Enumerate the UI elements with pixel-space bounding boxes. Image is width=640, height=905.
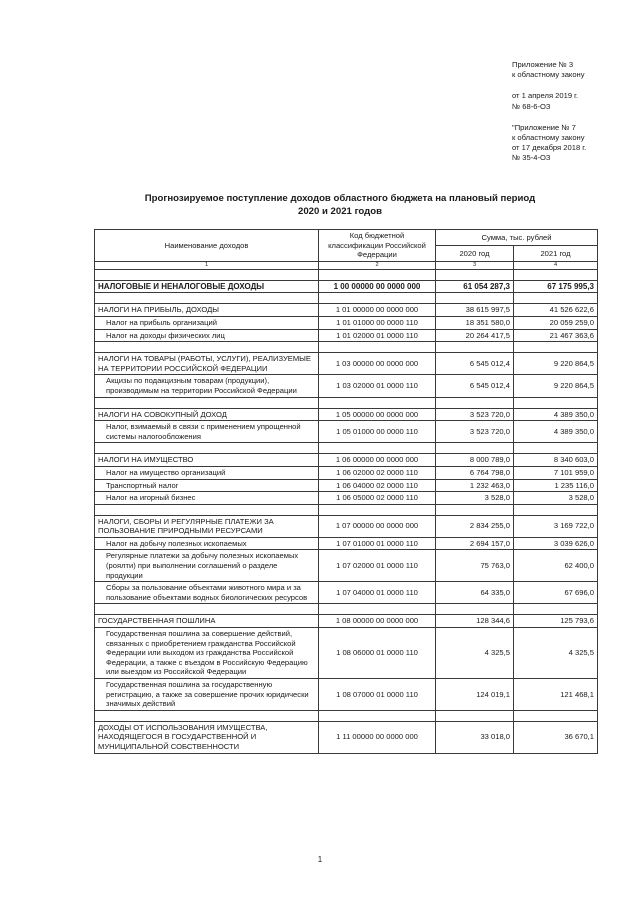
spacer-cell (514, 293, 598, 304)
appendix-line: Приложение № 3 (512, 60, 574, 69)
title-line-2: 2020 и 2021 годов (297, 205, 383, 217)
appendix-line: к областному закону (512, 70, 585, 80)
row-value-2020: 1 232 463,0 (436, 479, 514, 492)
row-value-2020: 75 763,0 (436, 550, 514, 582)
spacer-cell (95, 293, 319, 304)
spacer-cell (95, 397, 319, 408)
row-value-2020: 61 054 287,3 (436, 280, 514, 293)
table-row (95, 550, 598, 582)
row-value-2020: 33 018,0 (436, 721, 514, 753)
row-name: НАЛОГИ НА СОВОКУПНЫЙ ДОХОД (95, 408, 319, 421)
row-code: 1 11 00000 00 0000 000 (319, 721, 436, 753)
row-value-2020: 38 615 997,5 (436, 304, 514, 317)
header-2020: 2020 год (436, 245, 514, 261)
spacer-cell (95, 604, 319, 615)
table-row (95, 454, 598, 467)
row-code: 1 06 05000 02 0000 110 (319, 492, 436, 505)
row-code: 1 06 02000 02 0000 110 (319, 466, 436, 479)
row-code: 1 01 02000 01 0000 110 (319, 329, 436, 342)
appendix-line: от 17 декабря 2018 г. (512, 143, 587, 153)
spacer-cell (514, 443, 598, 454)
row-code: 1 00 00000 00 0000 000 (319, 280, 436, 293)
row-value-2020: 8 000 789,0 (436, 454, 514, 467)
row-code: 1 08 06000 01 0000 110 (319, 628, 436, 679)
spacer-cell (319, 443, 436, 454)
table-row (95, 628, 598, 679)
row-code: 1 08 00000 00 0000 000 (319, 615, 436, 628)
spacer-cell (319, 342, 436, 353)
row-code: 1 05 00000 00 0000 000 (319, 408, 436, 421)
row-value-2021: 1 235 116,0 (514, 479, 598, 492)
row-value-2021: 41 526 622,6 (514, 304, 598, 317)
table-row (95, 721, 598, 753)
appendix-line: № 68-6-ОЗ (512, 101, 551, 111)
row-value-2020: 3 523 720,0 (436, 421, 514, 443)
header-2021: 2021 год (514, 245, 598, 261)
row-name: Акцизы по подакцизным товарам (продукции), производимым на территории Российской Федерации (95, 375, 319, 397)
spacer-row (95, 293, 598, 304)
spacer-cell (319, 269, 436, 280)
row-value-2020: 18 351 580,0 (436, 316, 514, 329)
row-code: 1 07 00000 00 0000 000 (319, 515, 436, 537)
row-value-2021: 4 389 350,0 (514, 421, 598, 443)
column-number: 3 (436, 261, 514, 269)
table-row (95, 492, 598, 505)
row-name: Налог, взимаемый в связи с применением упрощенной системы налогообложения (95, 421, 319, 443)
row-value-2020: 20 264 417,5 (436, 329, 514, 342)
appendix-line: "Приложение № 7 (512, 122, 576, 132)
row-name: Сборы за пользование объектами животного мира и за пользование объектами водных биологических ресурсов (95, 582, 319, 604)
row-name: Государственная пошлина за совершение действий, связанных с приобретением гражданства Российской Федерации или выходом из гражданства Российской Федерации, а также с въездом в Российскую Федерацию или выездом из Российской Федерации (95, 628, 319, 679)
spacer-cell (95, 269, 319, 280)
table-row (95, 515, 598, 537)
spacer-cell (95, 710, 319, 721)
spacer-cell (436, 269, 514, 280)
table-row (95, 537, 598, 550)
appendix-line: к областному закону (512, 133, 585, 143)
row-code: 1 08 07000 01 0000 110 (319, 679, 436, 711)
row-value-2020: 124 019,1 (436, 679, 514, 711)
table-row (95, 280, 598, 293)
spacer-row (95, 269, 598, 280)
row-name: НАЛОГИ НА ПРИБЫЛЬ, ДОХОДЫ (95, 304, 319, 317)
row-name: НАЛОГИ НА ТОВАРЫ (РАБОТЫ, УСЛУГИ), РЕАЛИЗУЕМЫЕ НА ТЕРРИТОРИИ РОССИЙСКОЙ ФЕДЕРАЦИИ (95, 353, 319, 375)
table-row (95, 353, 598, 375)
table-row (95, 304, 598, 317)
row-name: НАЛОГОВЫЕ И НЕНАЛОГОВЫЕ ДОХОДЫ (95, 280, 319, 293)
row-value-2021: 20 059 259,0 (514, 316, 598, 329)
row-name: Налог на доходы физических лиц (95, 329, 319, 342)
spacer-cell (436, 397, 514, 408)
row-code: 1 01 00000 00 0000 000 (319, 304, 436, 317)
spacer-cell (514, 504, 598, 515)
table-row (95, 679, 598, 711)
table-body (95, 269, 598, 753)
spacer-cell (436, 710, 514, 721)
spacer-row (95, 397, 598, 408)
appendix-note (512, 60, 632, 175)
row-value-2021: 3 528,0 (514, 492, 598, 505)
spacer-row (95, 342, 598, 353)
appendix-line: от 1 апреля 2019 г. (512, 91, 579, 101)
spacer-cell (319, 710, 436, 721)
row-code: 1 06 00000 00 0000 000 (319, 454, 436, 467)
table-header-row (95, 230, 598, 246)
row-value-2020: 6 764 798,0 (436, 466, 514, 479)
table-row (95, 479, 598, 492)
row-name: Транспортный налог (95, 479, 319, 492)
column-number: 4 (514, 261, 598, 269)
row-value-2021: 21 467 363,6 (514, 329, 598, 342)
column-number: 1 (95, 261, 319, 269)
table-row (95, 316, 598, 329)
table-row (95, 329, 598, 342)
row-name: Государственная пошлина за государственную регистрацию, а также за совершение прочих юридически значимых действий (95, 679, 319, 711)
spacer-row (95, 504, 598, 515)
spacer-cell (95, 443, 319, 454)
spacer-cell (514, 269, 598, 280)
row-code: 1 05 01000 00 0000 110 (319, 421, 436, 443)
row-value-2020: 4 325,5 (436, 628, 514, 679)
row-code: 1 07 01000 01 0000 110 (319, 537, 436, 550)
spacer-row (95, 710, 598, 721)
header-name: Наименование доходов (95, 230, 319, 262)
row-code: 1 01 01000 00 0000 110 (319, 316, 436, 329)
header-sum: Сумма, тыс. рублей (436, 230, 598, 246)
spacer-cell (95, 342, 319, 353)
row-name: Регулярные платежи за добычу полезных ископаемых (роялти) при выполнении соглашений о разделе продукции (95, 550, 319, 582)
title-line-1: Прогнозируемое поступление доходов областного бюджета на плановый период (144, 193, 536, 204)
row-code: 1 07 04000 01 0000 110 (319, 582, 436, 604)
row-value-2020: 2 834 255,0 (436, 515, 514, 537)
column-number-row (95, 261, 598, 269)
spacer-cell (436, 443, 514, 454)
table-row (95, 615, 598, 628)
row-value-2021: 4 389 350,0 (514, 408, 598, 421)
table-row (95, 421, 598, 443)
table-row (95, 466, 598, 479)
row-name: ГОСУДАРСТВЕННАЯ ПОШЛИНА (95, 615, 319, 628)
row-value-2021: 9 220 864,5 (514, 353, 598, 375)
row-value-2021: 36 670,1 (514, 721, 598, 753)
row-name: НАЛОГИ, СБОРЫ И РЕГУЛЯРНЫЕ ПЛАТЕЖИ ЗА ПОЛЬЗОВАНИЕ ПРИРОДНЫМИ РЕСУРСАМИ (95, 515, 319, 537)
row-name: ДОХОДЫ ОТ ИСПОЛЬЗОВАНИЯ ИМУЩЕСТВА, НАХОДЯЩЕГОСЯ В ГОСУДАРСТВЕННОЙ И МУНИЦИПАЛЬНОЙ СОБСТВЕННОСТИ (95, 721, 319, 753)
row-name: Налог на игорный бизнес (95, 492, 319, 505)
row-value-2021: 125 793,6 (514, 615, 598, 628)
row-value-2020: 2 694 157,0 (436, 537, 514, 550)
row-name: НАЛОГИ НА ИМУЩЕСТВО (95, 454, 319, 467)
spacer-cell (514, 342, 598, 353)
row-value-2020: 64 335,0 (436, 582, 514, 604)
row-name: Налог на добычу полезных ископаемых (95, 537, 319, 550)
row-name: Налог на имущество организаций (95, 466, 319, 479)
spacer-cell (514, 604, 598, 615)
spacer-row (95, 604, 598, 615)
spacer-cell (319, 397, 436, 408)
spacer-cell (319, 293, 436, 304)
row-value-2021: 3 169 722,0 (514, 515, 598, 537)
row-value-2021: 4 325,5 (514, 628, 598, 679)
row-value-2020: 6 545 012,4 (436, 375, 514, 397)
spacer-cell (319, 604, 436, 615)
row-value-2021: 8 340 603,0 (514, 454, 598, 467)
row-value-2020: 3 528,0 (436, 492, 514, 505)
spacer-cell (436, 504, 514, 515)
spacer-cell (95, 504, 319, 515)
spacer-cell (436, 342, 514, 353)
table-row (95, 408, 598, 421)
row-value-2021: 3 039 626,0 (514, 537, 598, 550)
row-value-2020: 6 545 012,4 (436, 353, 514, 375)
row-value-2020: 128 344,6 (436, 615, 514, 628)
spacer-cell (514, 710, 598, 721)
spacer-row (95, 443, 598, 454)
row-value-2021: 67 696,0 (514, 582, 598, 604)
row-value-2021: 67 175 995,3 (514, 280, 598, 293)
row-code: 1 03 02000 01 0000 110 (319, 375, 436, 397)
row-value-2021: 62 400,0 (514, 550, 598, 582)
row-value-2020: 3 523 720,0 (436, 408, 514, 421)
spacer-cell (319, 504, 436, 515)
row-value-2021: 7 101 959,0 (514, 466, 598, 479)
appendix-line: № 35-4-ОЗ (512, 153, 551, 163)
row-code: 1 03 00000 00 0000 000 (319, 353, 436, 375)
row-code: 1 07 02000 01 0000 110 (319, 550, 436, 582)
column-number: 2 (319, 261, 436, 269)
row-value-2021: 121 468,1 (514, 679, 598, 711)
document-title (100, 193, 580, 218)
row-code: 1 06 04000 02 0000 110 (319, 479, 436, 492)
spacer-cell (436, 293, 514, 304)
header-code: Код бюджетной классификации Российской Федерации (319, 230, 436, 262)
spacer-cell (514, 397, 598, 408)
spacer-cell (436, 604, 514, 615)
page-number: 1 (317, 855, 323, 864)
table-row (95, 375, 598, 397)
row-value-2021: 9 220 864,5 (514, 375, 598, 397)
row-name: Налог на прибыль организаций (95, 316, 319, 329)
table-row (95, 582, 598, 604)
revenue-table (94, 229, 598, 754)
